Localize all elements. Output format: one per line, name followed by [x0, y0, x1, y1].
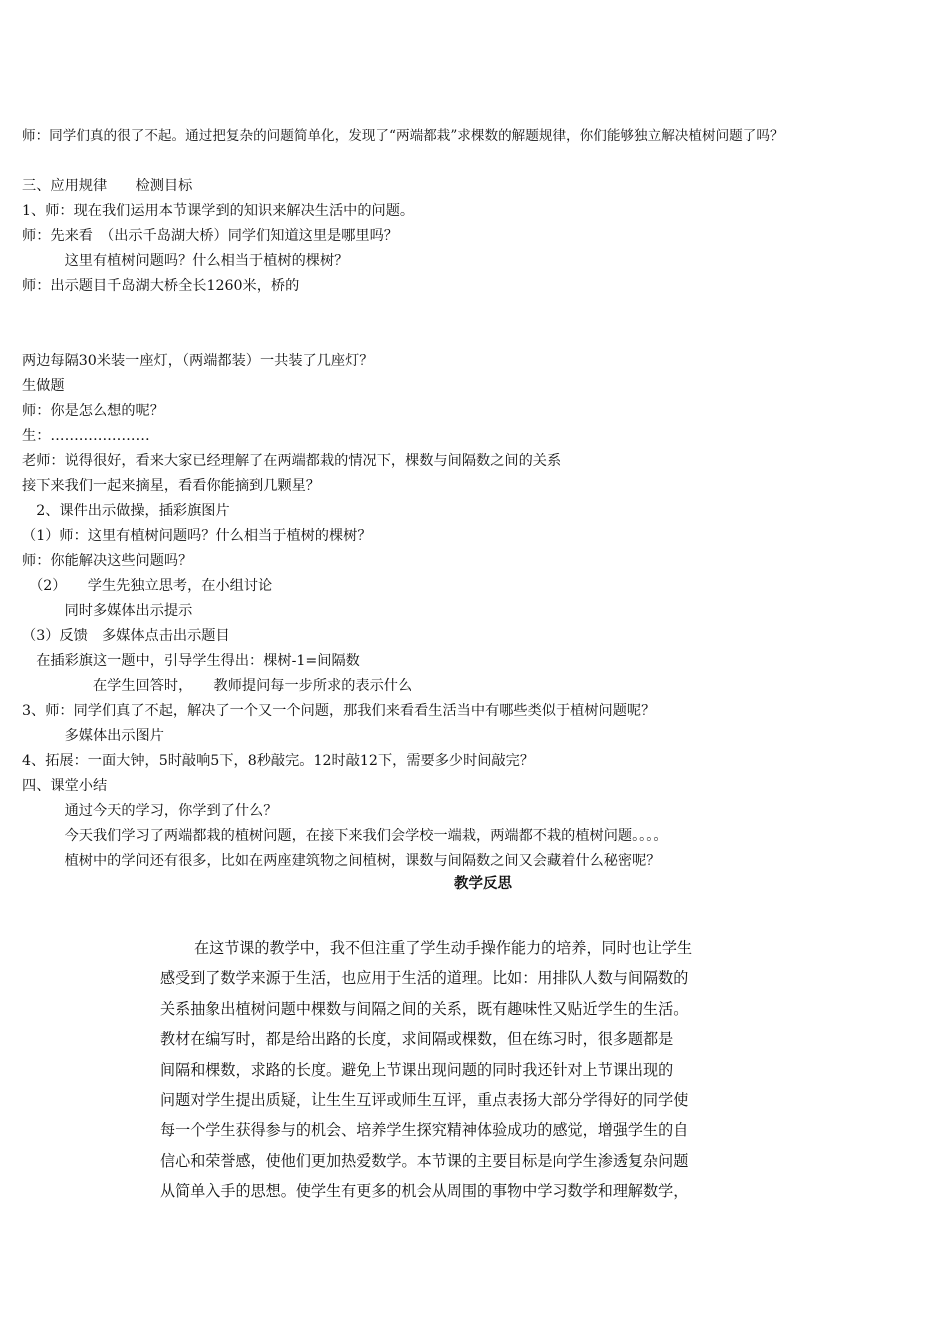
text-line: 师：你是怎么想的呢？ — [22, 403, 164, 419]
text-line: 师：先来看 （出示千岛湖大桥）同学们知道这里是哪里吗？ — [22, 228, 398, 244]
reflection-line: 关系抽象出植树问题中棵数与间隔之间的关系，既有趣味性又贴近学生的生活。 — [160, 999, 689, 1018]
text-line: 多媒体出示图片 — [22, 728, 164, 744]
reflection-line: 教材在编写时，都是给出路的长度，求间隔或棵数，但在练习时，很多题都是 — [160, 1030, 674, 1049]
intro-line: 师：同学们真的很了不起。通过把复杂的问题简单化，发现了“两端都栽”求棵数的解题规律，你们能够独立解决植树问题了吗？ — [22, 128, 784, 144]
text-line: 老师：说得很好，看来大家已经理解了在两端都栽的情况下，棵数与间隔数之间的关系 — [22, 453, 562, 469]
text-line: 师：出示题目千岛湖大桥全长1260米，桥的 — [22, 278, 300, 294]
text-line: （1）师：这里有植树问题吗？什么相当于植树的棵树？ — [22, 528, 372, 544]
reflection-title: 教学反思 — [454, 876, 512, 892]
text-line: 这里有植树问题吗？什么相当于植树的棵树？ — [22, 253, 349, 269]
text-line: 在插彩旗这一题中，引导学生得出：棵树-1=间隔数 — [22, 653, 360, 669]
text-line: （3）反馈 多媒体点击出示题目 — [22, 628, 230, 644]
reflection-line: 问题对学生提出质疑，让生生互评或师生互评，重点表扬大部分学得好的同学使 — [160, 1091, 689, 1110]
reflection-line: 每一个学生获得参与的机会、培养学生探究精神体验成功的感觉，增强学生的自 — [160, 1121, 689, 1140]
text-line: 接下来我们一起来摘星，看看你能摘到几颗星？ — [22, 478, 320, 494]
reflection-paragraph — [160, 933, 760, 1207]
text-line: 今天我们学习了两端都栽的植树问题，在接下来我们会学校一端栽，两端都不栽的植树问题。。。。 — [22, 828, 668, 844]
text-line: 生做题 — [22, 378, 65, 394]
text-line: 1、师：现在我们运用本节课学到的知识来解决生活中的问题。 — [22, 203, 415, 219]
text-line: 生：………………… — [22, 428, 150, 444]
text-line: 通过今天的学习，你学到了什么？ — [22, 803, 278, 819]
section-heading-apply: 三、应用规律 检测目标 — [22, 178, 193, 194]
reflection-line: 间隔和棵数，求路的长度。避免上节课出现问题的同时我还针对上节课出现的 — [160, 1060, 674, 1079]
text-line: 2、课件出示做操，插彩旗图片 — [22, 503, 230, 519]
text-line: 3、师：同学们真了不起，解决了一个又一个问题，那我们来看看生活当中有哪些类似于植树问题呢？ — [22, 703, 656, 719]
text-line: 两边每隔30米装一座灯，（两端都装）一共装了几座灯？ — [22, 353, 374, 369]
text-line: （2） 学生先独立思考，在小组讨论 — [22, 578, 273, 594]
reflection-line: 在这节课的教学中，我不但注重了学生动手操作能力的培养，同时也让学生 — [194, 939, 693, 957]
reflection-line: 从简单入手的思想。使学生有更多的机会从周围的事物中学习数学和理解数学， — [160, 1182, 689, 1201]
reflection-line: 感受到了数学来源于生活，也应用于生活的道理。比如：用排队人数与间隔数的 — [160, 969, 689, 988]
text-line: 植树中的学问还有很多，比如在两座建筑物之间植树，课数与间隔数之间又会藏着什么秘密呢？ — [22, 853, 661, 869]
text-line: 4、拓展：一面大钟，5时敲响5下，8秒敲完。12时敲12下，需要多少时间敲完？ — [22, 753, 535, 769]
text-line: 同时多媒体出示提示 — [22, 603, 193, 619]
section-heading-summary: 四、课堂小结 — [22, 778, 108, 794]
text-line: 师：你能解决这些问题吗？ — [22, 553, 193, 569]
text-line: 在学生回答时， 教师提问每一步所求的表示什么 — [22, 678, 413, 694]
reflection-line: 信心和荣誉感，使他们更加热爱数学。本节课的主要目标是向学生渗透复杂问题 — [160, 1151, 689, 1170]
